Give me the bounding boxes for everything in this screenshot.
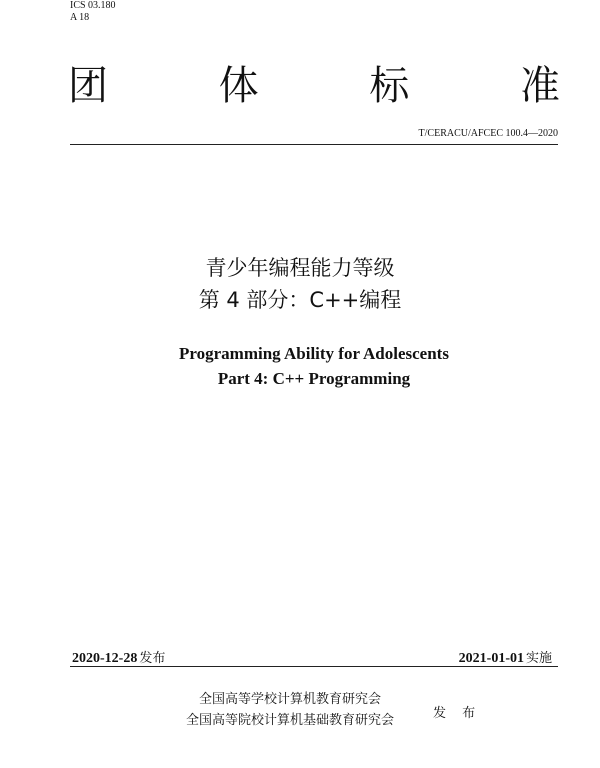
standard-number: T/CERACU/AFCEC 100.4—2020 [418, 128, 558, 139]
ccs-code: A 18 [70, 12, 90, 23]
classification-codes [70, 0, 116, 24]
issuer-org-2: 全国高等院校计算机基础教育研究会 [185, 713, 394, 728]
category-char: 团 [68, 63, 108, 109]
english-title-line2: Part 4: C++ Programming [217, 369, 411, 388]
category-char: 准 [519, 63, 560, 109]
effective-label: 实施 [525, 651, 552, 666]
category-char: 体 [218, 63, 259, 109]
ics-code: ICS 03.180 [70, 0, 116, 11]
top-divider [70, 144, 558, 145]
publish-label: 发 布 [433, 706, 482, 721]
standard-category-title [68, 62, 560, 110]
chinese-title-line2: 第 4 部分：C++编程 [198, 288, 402, 312]
issuer-org-1: 全国高等学校计算机教育研究会 [198, 692, 381, 707]
effective-date-block [459, 647, 552, 667]
issue-date-block [72, 647, 165, 667]
issue-label: 发布 [139, 651, 166, 666]
bottom-divider [70, 666, 558, 667]
effective-date: 2021-01-01 [458, 651, 524, 666]
category-char: 标 [369, 63, 410, 109]
issue-date: 2020-12-28 [72, 651, 138, 666]
chinese-title-line1: 青少年编程能力等级 [205, 256, 395, 280]
english-title-line1: Programming Ability for Adolescents [179, 344, 449, 363]
